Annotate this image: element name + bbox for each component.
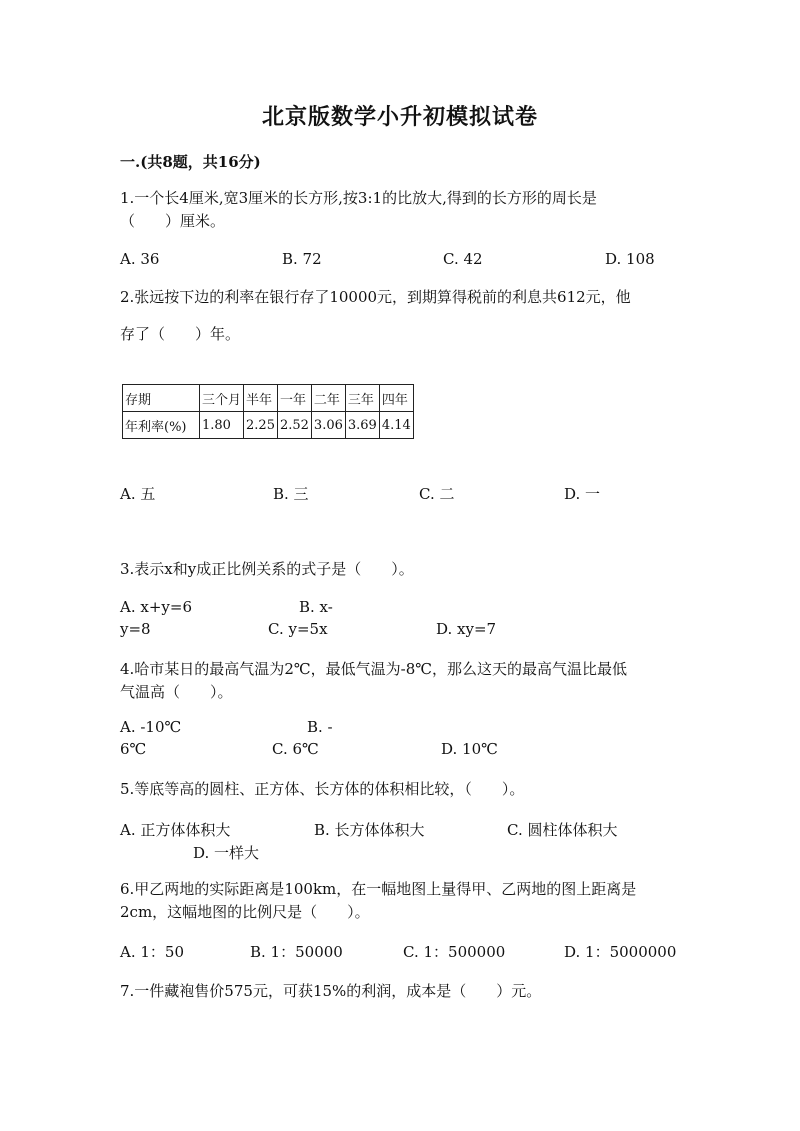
interest-rate-table [122, 384, 414, 439]
page-title: 北京版数学小升初模拟试卷 [261, 104, 538, 130]
q1-option-d: D. 108 [605, 250, 655, 268]
q4-option-c: C. 6℃ [272, 740, 319, 758]
table-cell: 1.80 [200, 412, 244, 439]
table-header-cell: 三年 [345, 385, 379, 412]
question-1-text: 1.一个长4厘米,宽3厘米的长方形,按3:1的比放大,得到的长方形的周长是 [120, 189, 597, 207]
question-5-text: 5.等底等高的圆柱、正方体、长方体的体积相比较，（ ）。 [120, 780, 525, 798]
q3-option-b-cont: y=8 [120, 620, 151, 638]
table-cell: 2.25 [244, 412, 278, 439]
table-cell: 2.52 [277, 412, 311, 439]
q1-option-c: C. 42 [443, 250, 483, 268]
q2-option-b: B. 三 [273, 485, 309, 503]
q5-option-b: B. 长方体体积大 [314, 821, 425, 839]
q6-option-d: D. 1：5000000 [564, 943, 677, 961]
q6-option-b: B. 1：50000 [250, 943, 343, 961]
q1-option-a: A. 36 [120, 250, 160, 268]
q4-option-b: B. - [307, 718, 333, 736]
table-cell: 3.06 [311, 412, 345, 439]
q3-option-c: C. y=5x [268, 620, 328, 638]
q4-option-b-cont: 6℃ [120, 740, 147, 758]
q4-option-a: A. -10℃ [120, 718, 182, 736]
table-header-cell: 存期 [123, 385, 200, 412]
section-heading: 一.(共8题，共16分) [120, 153, 261, 171]
question-6-text: 6.甲乙两地的实际距离是100km，在一幅地图上量得甲、乙两地的图上距离是 [120, 880, 637, 898]
table-header-cell: 半年 [244, 385, 278, 412]
q5-option-a: A. 正方体体积大 [120, 821, 231, 839]
table-header-row [123, 385, 414, 412]
question-2-text: 2.张远按下边的利率在银行存了10000元，到期算得税前的利息共612元，他 [120, 288, 631, 306]
question-4-text-cont: 气温高（ ）。 [120, 683, 233, 701]
question-1-text-cont: （ ）厘米。 [120, 212, 226, 230]
q3-option-d: D. xy=7 [436, 620, 497, 638]
table-row [123, 412, 414, 439]
table-header-cell: 二年 [311, 385, 345, 412]
question-7-text: 7.一件藏袍售价575元，可获15%的利润，成本是（ ）元。 [120, 982, 542, 1000]
question-4-text: 4.哈市某日的最高气温为2℃，最低气温为-8℃，那么这天的最高气温比最低 [120, 660, 628, 678]
table-cell: 4.14 [379, 412, 413, 439]
table-header-cell: 四年 [379, 385, 413, 412]
q4-option-d: D. 10℃ [441, 740, 498, 758]
table-header-cell: 三个月 [200, 385, 244, 412]
q1-option-b: B. 72 [282, 250, 322, 268]
q2-option-d: D. 一 [564, 485, 601, 503]
q2-option-a: A. 五 [120, 485, 156, 503]
q5-option-c: C. 圆柱体体积大 [507, 821, 618, 839]
q3-option-a: A. x+y=6 [120, 598, 192, 616]
q6-option-c: C. 1：500000 [403, 943, 506, 961]
table-cell: 3.69 [345, 412, 379, 439]
table-header-cell: 一年 [277, 385, 311, 412]
q3-option-b: B. x- [299, 598, 333, 616]
question-3-text: 3.表示x和y成正比例关系的式子是（ ）。 [120, 560, 414, 578]
q5-option-d: D. 一样大 [193, 844, 260, 862]
question-2-text-cont: 存了（ ）年。 [120, 325, 241, 343]
table-cell: 年利率(%) [123, 412, 200, 439]
question-6-text-cont: 2cm，这幅地图的比例尺是（ ）。 [120, 903, 370, 921]
q2-option-c: C. 二 [419, 485, 455, 503]
q6-option-a: A. 1：50 [120, 943, 184, 961]
